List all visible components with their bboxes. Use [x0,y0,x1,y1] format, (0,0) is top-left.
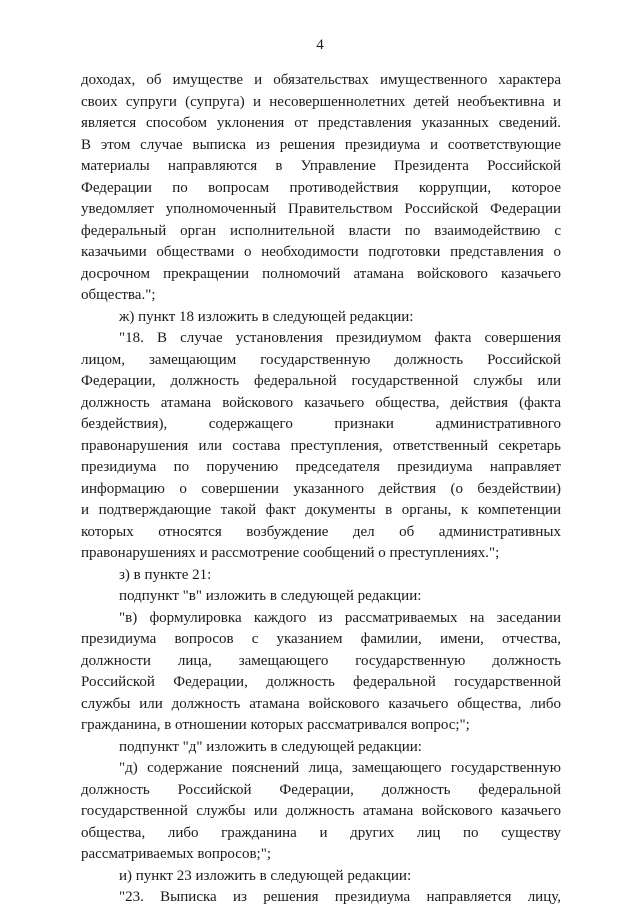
text-line: подпункт "в" изложить в следующей редакции: [119,588,422,604]
text-line: должность Российской Федерации, должность федеральной [81,781,561,798]
text-line: Российской Федерации, должность федеральной государственной [81,674,561,690]
text-line: общества, либо гражданина и других лиц по существу [81,824,561,841]
text-line: президиума вопросов с указанием фамилии, имени, отчества, [81,631,561,647]
text-line: материалы направляются в Управление Президента Российской [81,158,561,174]
text-line: является способом уклонения от представления указанных сведений. [81,115,561,131]
text-line: "д) содержание пояснений лица, замещающего государственную [119,760,561,776]
document-body [81,70,561,909]
text-line: информацию о совершении указанного действия (о бездействии) [81,480,561,497]
text-line: правонарушениях и рассмотрение сообщений о преступлениях."; [81,545,500,561]
text-line: казачьими обществами о необходимости подготовки представления о [81,244,561,260]
text-line: должность атамана войскового казачьего общества, действия (факта [81,394,561,411]
text-line: Федерации, должность федеральной государственной службы или [81,373,561,389]
page-number: 4 [316,37,324,53]
text-line: президиума по поручению председателя президиума направляет [81,459,561,475]
text-line: "в) формулировка каждого из рассматриваемых на заседании [119,609,561,626]
text-line: рассматриваемых вопросов;"; [81,846,271,862]
text-line: "18. В случае установления президиумом факта совершения [119,330,561,346]
text-line: которых относятся возбуждение дел об административных [81,523,561,540]
text-line: и) пункт 23 изложить в следующей редакции: [119,867,412,884]
text-line: Федерации по вопросам противодействия коррупции, которое [81,179,561,196]
text-line: общества."; [81,287,156,303]
text-line: В этом случае выписка из решения президиума и соответствующие [81,136,561,153]
text-line: бездействия), содержащего признаки административного [81,416,561,432]
text-line: правонарушения или состава преступления, ответственный секретарь [81,437,561,454]
text-line: государственной службы или должность атамана войскового казачьего [81,803,561,819]
text-line: подпункт "д" изложить в следующей редакции: [119,738,422,755]
text-line: "23. Выписка из решения президиума направляется лицу, [119,889,561,905]
text-line: должности лица, замещающего государственную должность [81,652,561,669]
text-line: з) в пункте 21: [119,566,212,583]
text-line: ж) пункт 18 изложить в следующей редакции: [119,308,414,325]
text-line: уведомляет уполномоченный Правительством Российской Федерации [81,201,561,217]
text-line: службы или должность атамана войскового казачьего общества, либо [81,695,561,712]
text-line: и подтверждающие такой факт документы в органы, к компетенции [81,502,561,518]
text-line: федеральный орган исполнительной власти по взаимодействию с [81,222,561,239]
text-line: доходах, об имуществе и обязательствах имущественного характера [81,72,561,88]
text-line: лицом, замещающим государственную должность Российской [81,351,561,368]
text-line: гражданина, в отношении которых рассматривался вопрос;"; [81,717,470,733]
text-line: досрочном прекращении полномочий атамана войскового казачьего [81,265,561,282]
text-line: своих супруги (супруга) и несовершеннолетних детей необъективна и [81,93,561,110]
